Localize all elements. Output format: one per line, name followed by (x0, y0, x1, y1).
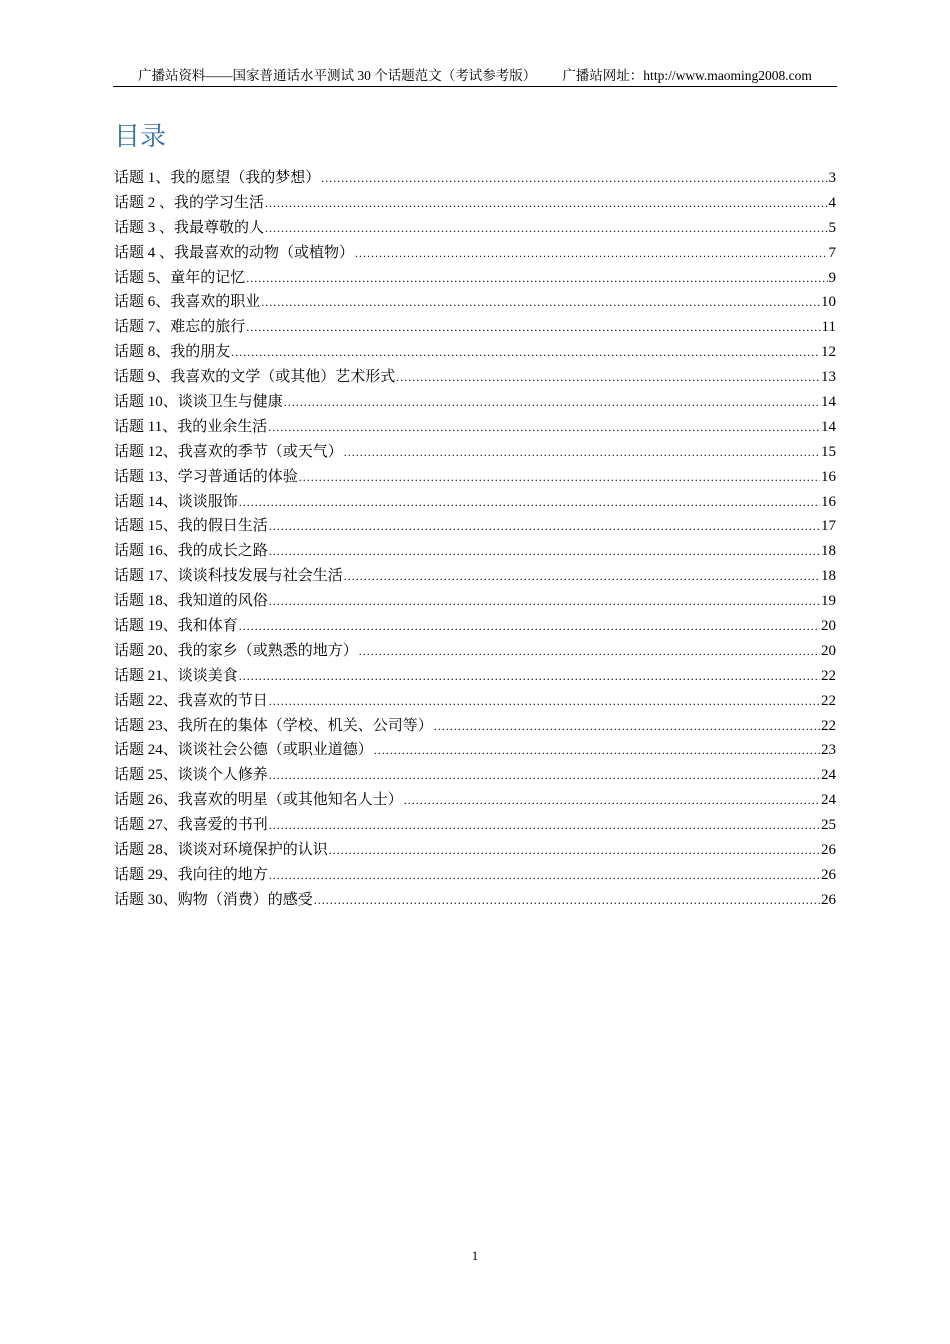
toc-entry[interactable] (114, 514, 836, 539)
toc-entry-page: 19 (821, 593, 836, 610)
toc-dot-leader (265, 216, 827, 241)
toc-dot-leader (268, 415, 820, 440)
toc-dot-leader (314, 888, 820, 913)
toc-entry-label: 话题 28、谈谈对环境保护的认识 (114, 842, 328, 859)
toc-dot-leader (299, 465, 820, 490)
toc-dot-leader (329, 838, 820, 863)
toc-entry-label: 话题 11、我的业余生活 (114, 418, 268, 435)
toc-entry[interactable] (114, 689, 836, 714)
toc-entry-page: 4 (828, 194, 836, 211)
toc-entry-label: 话题 15、我的假日生活 (114, 518, 268, 535)
toc-entry[interactable] (114, 614, 836, 639)
toc-entry-page: 20 (821, 618, 836, 635)
toc-entry[interactable] (114, 266, 836, 291)
toc-dot-leader (261, 290, 820, 315)
toc-entry-label: 话题 19、我和体育 (114, 618, 238, 635)
toc-entry[interactable] (114, 714, 836, 739)
toc-entry-page: 14 (821, 418, 836, 435)
toc-dot-leader (359, 639, 820, 664)
toc-entry-page: 14 (821, 394, 836, 411)
toc-entry[interactable] (114, 415, 836, 440)
toc-dot-leader (239, 664, 820, 689)
toc-entry[interactable] (114, 863, 836, 888)
toc-entry-label: 话题 12、我喜欢的季节（或天气） (114, 443, 343, 460)
toc-dot-leader (284, 390, 820, 415)
toc-dot-leader (269, 689, 820, 714)
toc-dot-leader (344, 440, 820, 465)
toc-dot-leader (269, 589, 820, 614)
toc-entry-page: 11 (821, 319, 836, 336)
toc-entry-page: 12 (821, 344, 836, 361)
toc-entry-page: 26 (821, 866, 836, 883)
toc-entry[interactable] (114, 365, 836, 390)
toc-entry-label: 话题 24、谈谈社会公德（或职业道德） (114, 742, 373, 759)
toc-entry[interactable] (114, 290, 836, 315)
toc-entry-label: 话题 17、谈谈科技发展与社会生活 (114, 568, 343, 585)
toc-entry-label: 话题 29、我向往的地方 (114, 866, 268, 883)
toc-entry-page: 15 (821, 443, 836, 460)
toc-dot-leader (269, 539, 820, 564)
toc-entry[interactable] (114, 838, 836, 863)
toc-entry-page: 22 (821, 717, 836, 734)
toc-entry-page: 3 (828, 170, 836, 186)
toc-entry[interactable] (114, 738, 836, 763)
toc-entry-page: 20 (821, 642, 836, 659)
toc-entry-page: 24 (821, 792, 836, 809)
toc-entry-page: 25 (821, 817, 836, 834)
toc-entry-page: 5 (828, 219, 836, 236)
toc-entry-label: 话题 3 、我最尊敬的人 (114, 219, 265, 236)
toc-dot-leader (355, 241, 827, 266)
toc-entry-label: 话题 10、谈谈卫生与健康 (114, 394, 283, 411)
toc-dot-leader (239, 490, 820, 515)
toc-entry-page: 26 (821, 891, 836, 908)
page-header (113, 66, 837, 87)
header-title: 广播站资料——国家普通话水平测试 30 个话题范文（考试参考版） (138, 68, 537, 83)
toc-entry-page: 16 (821, 468, 836, 485)
toc-dot-leader (404, 788, 820, 813)
toc-dot-leader (374, 738, 820, 763)
toc-entry[interactable] (114, 763, 836, 788)
toc-entry-label: 话题 14、谈谈服饰 (114, 493, 238, 510)
toc-entry-label: 话题 26、我喜欢的明星（或其他知名人士） (114, 792, 403, 809)
toc-entry-label: 话题 5、童年的记忆 (114, 269, 246, 286)
toc-entry[interactable] (114, 664, 836, 689)
toc-entry-label: 话题 27、我喜爱的书刊 (114, 817, 268, 834)
toc-dot-leader (231, 340, 820, 365)
toc-entry-page: 22 (821, 692, 836, 709)
toc-entry-label: 话题 30、购物（消费）的感受 (114, 891, 313, 908)
toc-dot-leader (265, 191, 827, 216)
toc-entry[interactable] (114, 191, 836, 216)
table-of-contents (114, 166, 836, 913)
toc-entry[interactable] (114, 241, 836, 266)
toc-entry-page: 22 (821, 667, 836, 684)
toc-entry-label: 话题 7、难忘的旅行 (114, 319, 246, 336)
toc-dot-leader (246, 315, 820, 340)
toc-entry[interactable] (114, 216, 836, 241)
toc-dot-leader (321, 166, 827, 191)
toc-dot-leader (396, 365, 820, 390)
toc-dot-leader (434, 714, 820, 739)
toc-entry-page: 7 (828, 244, 836, 261)
toc-entry-page: 18 (821, 543, 836, 560)
toc-entry-page: 10 (821, 294, 836, 311)
toc-entry-label: 话题 25、谈谈个人修养 (114, 767, 268, 784)
toc-entry-label: 话题 21、谈谈美食 (114, 667, 238, 684)
toc-entry[interactable] (114, 888, 836, 913)
toc-entry[interactable] (114, 340, 836, 365)
toc-dot-leader (246, 266, 827, 291)
toc-entry[interactable] (114, 813, 836, 838)
toc-entry-label: 话题 20、我的家乡（或熟悉的地方） (114, 642, 358, 659)
toc-entry-label: 话题 18、我知道的风俗 (114, 593, 268, 610)
toc-entry[interactable] (114, 564, 836, 589)
toc-dot-leader (269, 763, 820, 788)
toc-entry[interactable] (114, 465, 836, 490)
toc-dot-leader (344, 564, 820, 589)
toc-entry[interactable] (114, 390, 836, 415)
toc-entry-label: 话题 16、我的成长之路 (114, 543, 268, 560)
toc-entry-page: 17 (821, 518, 836, 535)
toc-entry[interactable] (114, 490, 836, 515)
toc-dot-leader (269, 514, 820, 539)
toc-entry-label: 话题 4 、我最喜欢的动物（或植物） (114, 244, 355, 261)
toc-entry-page: 13 (821, 369, 836, 386)
toc-entry[interactable] (114, 315, 836, 340)
toc-entry-label: 话题 22、我喜欢的节日 (114, 692, 268, 709)
toc-entry-label: 话题 2 、我的学习生活 (114, 194, 265, 211)
toc-entry-page: 16 (821, 493, 836, 510)
toc-entry-page: 23 (821, 742, 836, 759)
toc-entry[interactable] (114, 589, 836, 614)
toc-entry-label: 话题 6、我喜欢的职业 (114, 294, 261, 311)
toc-dot-leader (269, 813, 820, 838)
toc-entry-label: 话题 13、学习普通话的体验 (114, 468, 298, 485)
toc-entry[interactable] (114, 788, 836, 813)
header-website: 广播站网址：http://www.maoming2008.com (562, 68, 812, 83)
toc-entry[interactable] (114, 166, 836, 191)
toc-entry-label: 话题 1、我的愿望（我的梦想） (114, 170, 321, 186)
toc-dot-leader (269, 863, 820, 888)
toc-entry-page: 24 (821, 767, 836, 784)
toc-entry-label: 话题 8、我的朋友 (114, 344, 231, 361)
toc-entry-label: 话题 23、我所在的集体（学校、机关、公司等） (114, 717, 433, 734)
toc-entry[interactable] (114, 539, 836, 564)
toc-entry-label: 话题 9、我喜欢的文学（或其他）艺术形式 (114, 369, 396, 386)
toc-entry[interactable] (114, 639, 836, 664)
toc-dot-leader (239, 614, 820, 639)
toc-title: 目录 (114, 122, 167, 152)
page-number: 1 (471, 1248, 479, 1263)
toc-entry-page: 9 (828, 269, 836, 286)
toc-entry-page: 18 (821, 568, 836, 585)
toc-entry-page: 26 (821, 842, 836, 859)
toc-entry[interactable] (114, 440, 836, 465)
